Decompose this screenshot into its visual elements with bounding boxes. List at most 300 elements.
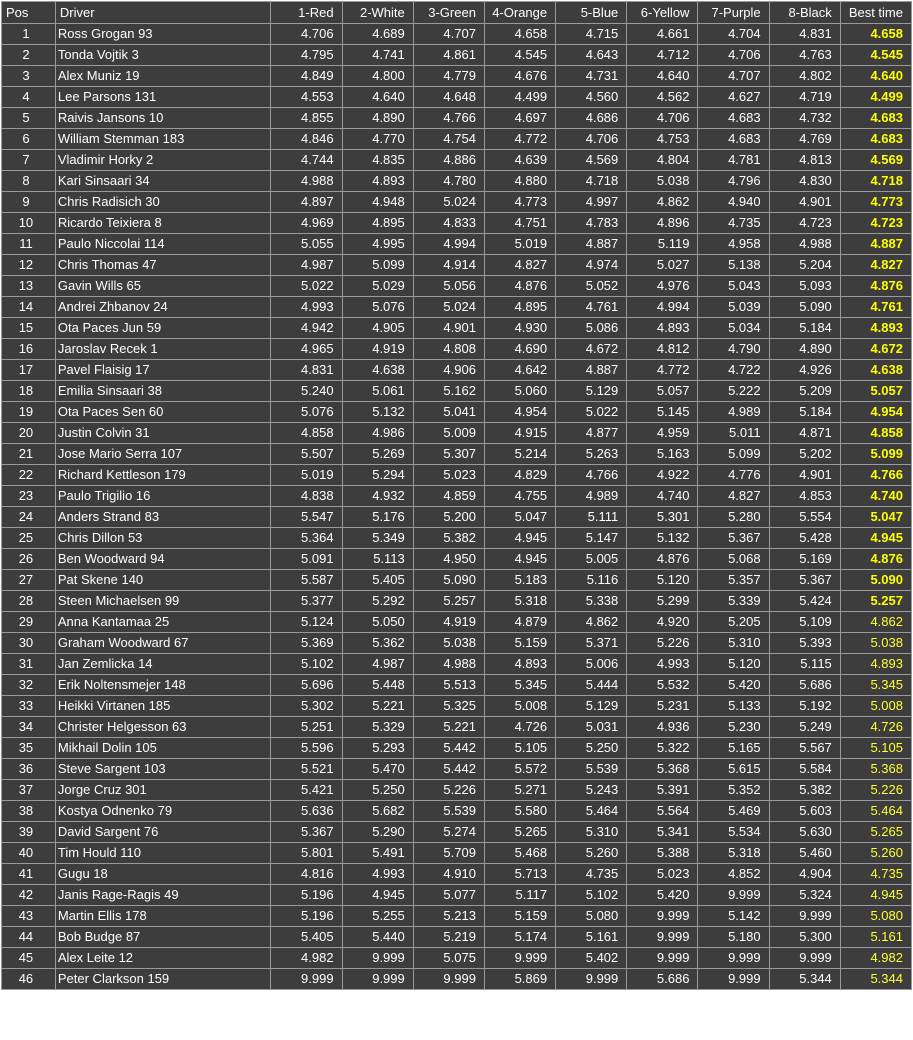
lane-1-time-cell: 5.196 bbox=[271, 885, 342, 906]
lane-6-time-cell: 5.120 bbox=[627, 570, 698, 591]
lane-1-time-cell: 5.022 bbox=[271, 276, 342, 297]
driver-cell: Paulo Niccolai 114 bbox=[55, 234, 271, 255]
position-cell: 37 bbox=[2, 780, 56, 801]
lane-8-time-cell: 4.719 bbox=[769, 87, 840, 108]
lane-3-time-cell: 4.707 bbox=[413, 24, 484, 45]
best-time-cell: 5.368 bbox=[840, 759, 911, 780]
lane-3-time-cell: 4.808 bbox=[413, 339, 484, 360]
lane-8-time-cell: 5.344 bbox=[769, 969, 840, 990]
lane-6-time-cell: 9.999 bbox=[627, 927, 698, 948]
lane-7-time-cell: 5.534 bbox=[698, 822, 769, 843]
driver-cell: Justin Colvin 31 bbox=[55, 423, 271, 444]
position-cell: 45 bbox=[2, 948, 56, 969]
lane-2-time-cell: 4.640 bbox=[342, 87, 413, 108]
lane-1-time-cell: 5.369 bbox=[271, 633, 342, 654]
best-time-cell: 4.683 bbox=[840, 129, 911, 150]
lane-3-time-cell: 5.709 bbox=[413, 843, 484, 864]
lane-7-time-cell: 5.280 bbox=[698, 507, 769, 528]
driver-cell: Tim Hould 110 bbox=[55, 843, 271, 864]
lane-3-time-cell: 4.914 bbox=[413, 255, 484, 276]
lane-7-time-cell: 4.683 bbox=[698, 129, 769, 150]
lane-8-time-cell: 5.109 bbox=[769, 612, 840, 633]
lane-6-time-cell: 4.994 bbox=[627, 297, 698, 318]
lane-2-time-cell: 4.893 bbox=[342, 171, 413, 192]
lane-4-time-cell: 5.060 bbox=[484, 381, 555, 402]
lane-4-time-cell: 5.183 bbox=[484, 570, 555, 591]
lane-2-time-cell: 5.113 bbox=[342, 549, 413, 570]
lane-1-time-cell: 5.124 bbox=[271, 612, 342, 633]
lane-1-time-cell: 5.076 bbox=[271, 402, 342, 423]
lane-2-time-cell: 5.132 bbox=[342, 402, 413, 423]
lane-3-time-cell: 5.009 bbox=[413, 423, 484, 444]
lane-8-time-cell: 4.723 bbox=[769, 213, 840, 234]
lane-7-time-cell: 4.940 bbox=[698, 192, 769, 213]
lane-4-time-cell: 4.690 bbox=[484, 339, 555, 360]
lane-3-time-cell: 5.041 bbox=[413, 402, 484, 423]
lane-2-time-cell: 5.329 bbox=[342, 717, 413, 738]
lane-2-time-cell: 4.895 bbox=[342, 213, 413, 234]
driver-cell: Graham Woodward 67 bbox=[55, 633, 271, 654]
lane-4-time-cell: 4.945 bbox=[484, 528, 555, 549]
best-time-cell: 5.105 bbox=[840, 738, 911, 759]
lane-5-time-cell: 4.761 bbox=[556, 297, 627, 318]
lane-3-time-cell: 5.024 bbox=[413, 297, 484, 318]
lane-2-time-cell: 5.362 bbox=[342, 633, 413, 654]
driver-cell: Janis Rage-Ragis 49 bbox=[55, 885, 271, 906]
table-row bbox=[2, 297, 912, 318]
lane-8-time-cell: 5.424 bbox=[769, 591, 840, 612]
driver-cell: Ota Paces Jun 59 bbox=[55, 318, 271, 339]
lane-7-time-cell: 4.707 bbox=[698, 66, 769, 87]
lane-5-time-cell: 5.022 bbox=[556, 402, 627, 423]
lane-5-time-cell: 4.643 bbox=[556, 45, 627, 66]
best-time-cell: 4.827 bbox=[840, 255, 911, 276]
lane-8-time-cell: 5.184 bbox=[769, 318, 840, 339]
lane-3-time-cell: 5.442 bbox=[413, 759, 484, 780]
table-row bbox=[2, 633, 912, 654]
lane-4-time-cell: 5.105 bbox=[484, 738, 555, 759]
table-row bbox=[2, 276, 912, 297]
lane-2-time-cell: 5.293 bbox=[342, 738, 413, 759]
lane-4-time-cell: 4.642 bbox=[484, 360, 555, 381]
lane-7-time-cell: 4.781 bbox=[698, 150, 769, 171]
lane-1-time-cell: 5.102 bbox=[271, 654, 342, 675]
lane-3-time-cell: 5.226 bbox=[413, 780, 484, 801]
lane-5-time-cell: 4.989 bbox=[556, 486, 627, 507]
position-cell: 25 bbox=[2, 528, 56, 549]
driver-cell: Heikki Virtanen 185 bbox=[55, 696, 271, 717]
lane-8-time-cell: 5.093 bbox=[769, 276, 840, 297]
lane-3-time-cell: 5.382 bbox=[413, 528, 484, 549]
lane-4-time-cell: 5.214 bbox=[484, 444, 555, 465]
lane-1-time-cell: 5.302 bbox=[271, 696, 342, 717]
table-row bbox=[2, 465, 912, 486]
lane-7-time-cell: 5.165 bbox=[698, 738, 769, 759]
lane-3-time-cell: 4.833 bbox=[413, 213, 484, 234]
position-cell: 1 bbox=[2, 24, 56, 45]
best-time-cell: 4.740 bbox=[840, 486, 911, 507]
lane-2-time-cell: 5.290 bbox=[342, 822, 413, 843]
table-row bbox=[2, 87, 912, 108]
lane-1-time-cell: 5.019 bbox=[271, 465, 342, 486]
lane-8-time-cell: 5.428 bbox=[769, 528, 840, 549]
lane-1-time-cell: 5.636 bbox=[271, 801, 342, 822]
driver-cell: Paulo Trigilio 16 bbox=[55, 486, 271, 507]
lane-7-time-cell: 9.999 bbox=[698, 969, 769, 990]
lane-5-time-cell: 4.783 bbox=[556, 213, 627, 234]
lane-6-time-cell: 4.876 bbox=[627, 549, 698, 570]
lane-3-time-cell: 4.779 bbox=[413, 66, 484, 87]
lane-1-time-cell: 5.507 bbox=[271, 444, 342, 465]
best-time-cell: 4.887 bbox=[840, 234, 911, 255]
lane-2-time-cell: 4.800 bbox=[342, 66, 413, 87]
table-row bbox=[2, 129, 912, 150]
lane-2-time-cell: 5.050 bbox=[342, 612, 413, 633]
position-cell: 16 bbox=[2, 339, 56, 360]
lane-5-time-cell: 4.997 bbox=[556, 192, 627, 213]
driver-cell: Peter Clarkson 159 bbox=[55, 969, 271, 990]
table-row bbox=[2, 255, 912, 276]
lane-2-time-cell: 5.250 bbox=[342, 780, 413, 801]
lane-5-time-cell: 5.005 bbox=[556, 549, 627, 570]
driver-cell: Andrei Zhbanov 24 bbox=[55, 297, 271, 318]
lane-3-time-cell: 5.307 bbox=[413, 444, 484, 465]
table-row bbox=[2, 843, 912, 864]
best-time-cell: 5.161 bbox=[840, 927, 911, 948]
table-row bbox=[2, 885, 912, 906]
lane-2-time-cell: 5.292 bbox=[342, 591, 413, 612]
lane-6-time-cell: 4.993 bbox=[627, 654, 698, 675]
lane-2-time-cell: 5.099 bbox=[342, 255, 413, 276]
lane-2-time-cell: 5.491 bbox=[342, 843, 413, 864]
lane-6-time-cell: 5.391 bbox=[627, 780, 698, 801]
lane-6-time-cell: 5.322 bbox=[627, 738, 698, 759]
best-time-cell: 4.945 bbox=[840, 528, 911, 549]
lane-2-time-cell: 5.076 bbox=[342, 297, 413, 318]
driver-cell: Erik Noltensmejer 148 bbox=[55, 675, 271, 696]
lane-5-time-cell: 4.887 bbox=[556, 234, 627, 255]
lane-7-time-cell: 5.068 bbox=[698, 549, 769, 570]
lane-5-time-cell: 5.539 bbox=[556, 759, 627, 780]
table-row bbox=[2, 864, 912, 885]
best-time-cell: 5.047 bbox=[840, 507, 911, 528]
lane-3-time-cell: 4.950 bbox=[413, 549, 484, 570]
lane-1-time-cell: 5.696 bbox=[271, 675, 342, 696]
best-time-cell: 4.876 bbox=[840, 549, 911, 570]
lane-4-time-cell: 9.999 bbox=[484, 948, 555, 969]
lane-1-time-cell: 4.993 bbox=[271, 297, 342, 318]
header-lane-7: 7-Purple bbox=[698, 2, 769, 24]
lane-5-time-cell: 5.116 bbox=[556, 570, 627, 591]
lane-5-time-cell: 5.250 bbox=[556, 738, 627, 759]
lane-7-time-cell: 4.776 bbox=[698, 465, 769, 486]
header-pos: Pos bbox=[2, 2, 56, 24]
driver-cell: Jose Mario Serra 107 bbox=[55, 444, 271, 465]
lane-2-time-cell: 5.470 bbox=[342, 759, 413, 780]
lane-1-time-cell: 4.982 bbox=[271, 948, 342, 969]
lane-5-time-cell: 5.006 bbox=[556, 654, 627, 675]
lane-6-time-cell: 5.388 bbox=[627, 843, 698, 864]
lane-7-time-cell: 4.989 bbox=[698, 402, 769, 423]
lane-4-time-cell: 4.827 bbox=[484, 255, 555, 276]
lane-4-time-cell: 5.869 bbox=[484, 969, 555, 990]
lane-1-time-cell: 4.988 bbox=[271, 171, 342, 192]
best-time-cell: 4.982 bbox=[840, 948, 911, 969]
best-time-cell: 4.735 bbox=[840, 864, 911, 885]
lane-1-time-cell: 5.377 bbox=[271, 591, 342, 612]
lane-3-time-cell: 5.325 bbox=[413, 696, 484, 717]
lane-8-time-cell: 4.853 bbox=[769, 486, 840, 507]
driver-cell: Steen Michaelsen 99 bbox=[55, 591, 271, 612]
position-cell: 27 bbox=[2, 570, 56, 591]
header-lane-1: 1-Red bbox=[271, 2, 342, 24]
lane-4-time-cell: 4.876 bbox=[484, 276, 555, 297]
lane-8-time-cell: 4.732 bbox=[769, 108, 840, 129]
table-row bbox=[2, 234, 912, 255]
driver-cell: Ota Paces Sen 60 bbox=[55, 402, 271, 423]
table-row bbox=[2, 927, 912, 948]
best-time-cell: 5.226 bbox=[840, 780, 911, 801]
lane-2-time-cell: 5.349 bbox=[342, 528, 413, 549]
lane-2-time-cell: 5.440 bbox=[342, 927, 413, 948]
lane-7-time-cell: 5.099 bbox=[698, 444, 769, 465]
position-cell: 14 bbox=[2, 297, 56, 318]
lane-1-time-cell: 5.251 bbox=[271, 717, 342, 738]
lane-4-time-cell: 4.893 bbox=[484, 654, 555, 675]
lane-3-time-cell: 5.200 bbox=[413, 507, 484, 528]
lane-5-time-cell: 9.999 bbox=[556, 969, 627, 990]
driver-cell: Gavin Wills 65 bbox=[55, 276, 271, 297]
lane-8-time-cell: 5.630 bbox=[769, 822, 840, 843]
lane-7-time-cell: 5.352 bbox=[698, 780, 769, 801]
position-cell: 5 bbox=[2, 108, 56, 129]
lane-7-time-cell: 5.469 bbox=[698, 801, 769, 822]
lane-8-time-cell: 5.184 bbox=[769, 402, 840, 423]
lane-4-time-cell: 4.545 bbox=[484, 45, 555, 66]
driver-cell: Pat Skene 140 bbox=[55, 570, 271, 591]
position-cell: 38 bbox=[2, 801, 56, 822]
lane-8-time-cell: 4.769 bbox=[769, 129, 840, 150]
lane-5-time-cell: 4.569 bbox=[556, 150, 627, 171]
best-time-cell: 5.038 bbox=[840, 633, 911, 654]
lane-2-time-cell: 5.269 bbox=[342, 444, 413, 465]
lane-2-time-cell: 4.945 bbox=[342, 885, 413, 906]
lane-8-time-cell: 5.300 bbox=[769, 927, 840, 948]
position-cell: 4 bbox=[2, 87, 56, 108]
lane-2-time-cell: 5.061 bbox=[342, 381, 413, 402]
lane-8-time-cell: 5.567 bbox=[769, 738, 840, 759]
lane-2-time-cell: 4.932 bbox=[342, 486, 413, 507]
lane-8-time-cell: 5.584 bbox=[769, 759, 840, 780]
lane-2-time-cell: 5.029 bbox=[342, 276, 413, 297]
lane-2-time-cell: 4.995 bbox=[342, 234, 413, 255]
table-row bbox=[2, 213, 912, 234]
lane-4-time-cell: 5.174 bbox=[484, 927, 555, 948]
lane-2-time-cell: 4.689 bbox=[342, 24, 413, 45]
lane-2-time-cell: 4.638 bbox=[342, 360, 413, 381]
lane-3-time-cell: 5.442 bbox=[413, 738, 484, 759]
table-row bbox=[2, 360, 912, 381]
lane-5-time-cell: 4.877 bbox=[556, 423, 627, 444]
lane-7-time-cell: 4.852 bbox=[698, 864, 769, 885]
lane-2-time-cell: 4.993 bbox=[342, 864, 413, 885]
lane-7-time-cell: 5.043 bbox=[698, 276, 769, 297]
lane-7-time-cell: 4.722 bbox=[698, 360, 769, 381]
lane-6-time-cell: 4.893 bbox=[627, 318, 698, 339]
best-time-cell: 4.766 bbox=[840, 465, 911, 486]
lane-6-time-cell: 5.132 bbox=[627, 528, 698, 549]
driver-cell: Vladimir Horky 2 bbox=[55, 150, 271, 171]
lane-5-time-cell: 4.686 bbox=[556, 108, 627, 129]
table-row bbox=[2, 45, 912, 66]
lane-7-time-cell: 5.142 bbox=[698, 906, 769, 927]
lane-2-time-cell: 4.835 bbox=[342, 150, 413, 171]
lane-1-time-cell: 4.744 bbox=[271, 150, 342, 171]
driver-cell: Richard Kettleson 179 bbox=[55, 465, 271, 486]
lane-7-time-cell: 5.420 bbox=[698, 675, 769, 696]
lane-3-time-cell: 5.513 bbox=[413, 675, 484, 696]
lane-7-time-cell: 5.120 bbox=[698, 654, 769, 675]
table-row bbox=[2, 150, 912, 171]
lane-1-time-cell: 5.587 bbox=[271, 570, 342, 591]
lane-6-time-cell: 5.038 bbox=[627, 171, 698, 192]
position-cell: 39 bbox=[2, 822, 56, 843]
lane-8-time-cell: 5.367 bbox=[769, 570, 840, 591]
lane-4-time-cell: 5.271 bbox=[484, 780, 555, 801]
lane-7-time-cell: 4.958 bbox=[698, 234, 769, 255]
lane-7-time-cell: 9.999 bbox=[698, 948, 769, 969]
lane-3-time-cell: 5.219 bbox=[413, 927, 484, 948]
lane-6-time-cell: 4.976 bbox=[627, 276, 698, 297]
lane-7-time-cell: 4.627 bbox=[698, 87, 769, 108]
best-time-cell: 4.945 bbox=[840, 885, 911, 906]
results-body bbox=[2, 24, 912, 990]
position-cell: 20 bbox=[2, 423, 56, 444]
table-row bbox=[2, 381, 912, 402]
lane-2-time-cell: 4.987 bbox=[342, 654, 413, 675]
lane-8-time-cell: 5.686 bbox=[769, 675, 840, 696]
driver-cell: Mikhail Dolin 105 bbox=[55, 738, 271, 759]
lane-2-time-cell: 9.999 bbox=[342, 948, 413, 969]
lane-8-time-cell: 5.554 bbox=[769, 507, 840, 528]
lane-2-time-cell: 5.682 bbox=[342, 801, 413, 822]
lane-8-time-cell: 4.830 bbox=[769, 171, 840, 192]
best-time-cell: 4.569 bbox=[840, 150, 911, 171]
lane-4-time-cell: 4.676 bbox=[484, 66, 555, 87]
best-time-cell: 4.658 bbox=[840, 24, 911, 45]
table-row bbox=[2, 738, 912, 759]
header-best-time: Best time bbox=[840, 2, 911, 24]
driver-cell: Ricardo Teixiera 8 bbox=[55, 213, 271, 234]
lane-4-time-cell: 4.915 bbox=[484, 423, 555, 444]
lane-6-time-cell: 4.661 bbox=[627, 24, 698, 45]
lane-4-time-cell: 5.468 bbox=[484, 843, 555, 864]
lane-6-time-cell: 5.119 bbox=[627, 234, 698, 255]
position-cell: 31 bbox=[2, 654, 56, 675]
lane-1-time-cell: 4.846 bbox=[271, 129, 342, 150]
table-row bbox=[2, 549, 912, 570]
lane-8-time-cell: 4.802 bbox=[769, 66, 840, 87]
table-row bbox=[2, 171, 912, 192]
table-row bbox=[2, 444, 912, 465]
lane-3-time-cell: 4.906 bbox=[413, 360, 484, 381]
driver-cell: Anders Strand 83 bbox=[55, 507, 271, 528]
lane-3-time-cell: 5.056 bbox=[413, 276, 484, 297]
lane-4-time-cell: 5.159 bbox=[484, 906, 555, 927]
lane-1-time-cell: 4.965 bbox=[271, 339, 342, 360]
lane-6-time-cell: 5.145 bbox=[627, 402, 698, 423]
lane-5-time-cell: 4.887 bbox=[556, 360, 627, 381]
table-row bbox=[2, 717, 912, 738]
lane-3-time-cell: 4.901 bbox=[413, 318, 484, 339]
lane-6-time-cell: 4.896 bbox=[627, 213, 698, 234]
lane-4-time-cell: 4.726 bbox=[484, 717, 555, 738]
lane-6-time-cell: 5.420 bbox=[627, 885, 698, 906]
lane-5-time-cell: 5.080 bbox=[556, 906, 627, 927]
lane-7-time-cell: 5.133 bbox=[698, 696, 769, 717]
best-time-cell: 4.683 bbox=[840, 108, 911, 129]
lane-3-time-cell: 4.766 bbox=[413, 108, 484, 129]
lane-3-time-cell: 5.077 bbox=[413, 885, 484, 906]
lane-4-time-cell: 5.318 bbox=[484, 591, 555, 612]
lane-3-time-cell: 5.075 bbox=[413, 948, 484, 969]
lane-7-time-cell: 5.011 bbox=[698, 423, 769, 444]
lane-8-time-cell: 5.192 bbox=[769, 696, 840, 717]
best-time-cell: 4.862 bbox=[840, 612, 911, 633]
lane-2-time-cell: 4.986 bbox=[342, 423, 413, 444]
position-cell: 17 bbox=[2, 360, 56, 381]
best-time-cell: 4.545 bbox=[840, 45, 911, 66]
lane-3-time-cell: 5.257 bbox=[413, 591, 484, 612]
lane-8-time-cell: 5.393 bbox=[769, 633, 840, 654]
driver-cell: Tonda Vojtik 3 bbox=[55, 45, 271, 66]
position-cell: 42 bbox=[2, 885, 56, 906]
best-time-cell: 5.099 bbox=[840, 444, 911, 465]
lane-1-time-cell: 5.196 bbox=[271, 906, 342, 927]
position-cell: 30 bbox=[2, 633, 56, 654]
lane-5-time-cell: 5.263 bbox=[556, 444, 627, 465]
table-row bbox=[2, 612, 912, 633]
lane-6-time-cell: 5.027 bbox=[627, 255, 698, 276]
lane-6-time-cell: 4.640 bbox=[627, 66, 698, 87]
lane-4-time-cell: 4.945 bbox=[484, 549, 555, 570]
lane-2-time-cell: 4.919 bbox=[342, 339, 413, 360]
driver-cell: William Stemman 183 bbox=[55, 129, 271, 150]
lane-1-time-cell: 4.795 bbox=[271, 45, 342, 66]
lane-8-time-cell: 4.901 bbox=[769, 465, 840, 486]
lane-5-time-cell: 4.706 bbox=[556, 129, 627, 150]
lane-3-time-cell: 5.213 bbox=[413, 906, 484, 927]
lane-7-time-cell: 5.615 bbox=[698, 759, 769, 780]
lane-1-time-cell: 4.942 bbox=[271, 318, 342, 339]
table-row bbox=[2, 192, 912, 213]
position-cell: 6 bbox=[2, 129, 56, 150]
lane-1-time-cell: 5.367 bbox=[271, 822, 342, 843]
lane-3-time-cell: 5.539 bbox=[413, 801, 484, 822]
table-row bbox=[2, 108, 912, 129]
position-cell: 3 bbox=[2, 66, 56, 87]
lane-5-time-cell: 5.464 bbox=[556, 801, 627, 822]
lane-7-time-cell: 4.704 bbox=[698, 24, 769, 45]
table-row bbox=[2, 318, 912, 339]
lane-4-time-cell: 4.658 bbox=[484, 24, 555, 45]
driver-cell: Pavel Flaisig 17 bbox=[55, 360, 271, 381]
lane-8-time-cell: 4.871 bbox=[769, 423, 840, 444]
position-cell: 44 bbox=[2, 927, 56, 948]
position-cell: 32 bbox=[2, 675, 56, 696]
lane-3-time-cell: 5.023 bbox=[413, 465, 484, 486]
lane-8-time-cell: 4.890 bbox=[769, 339, 840, 360]
